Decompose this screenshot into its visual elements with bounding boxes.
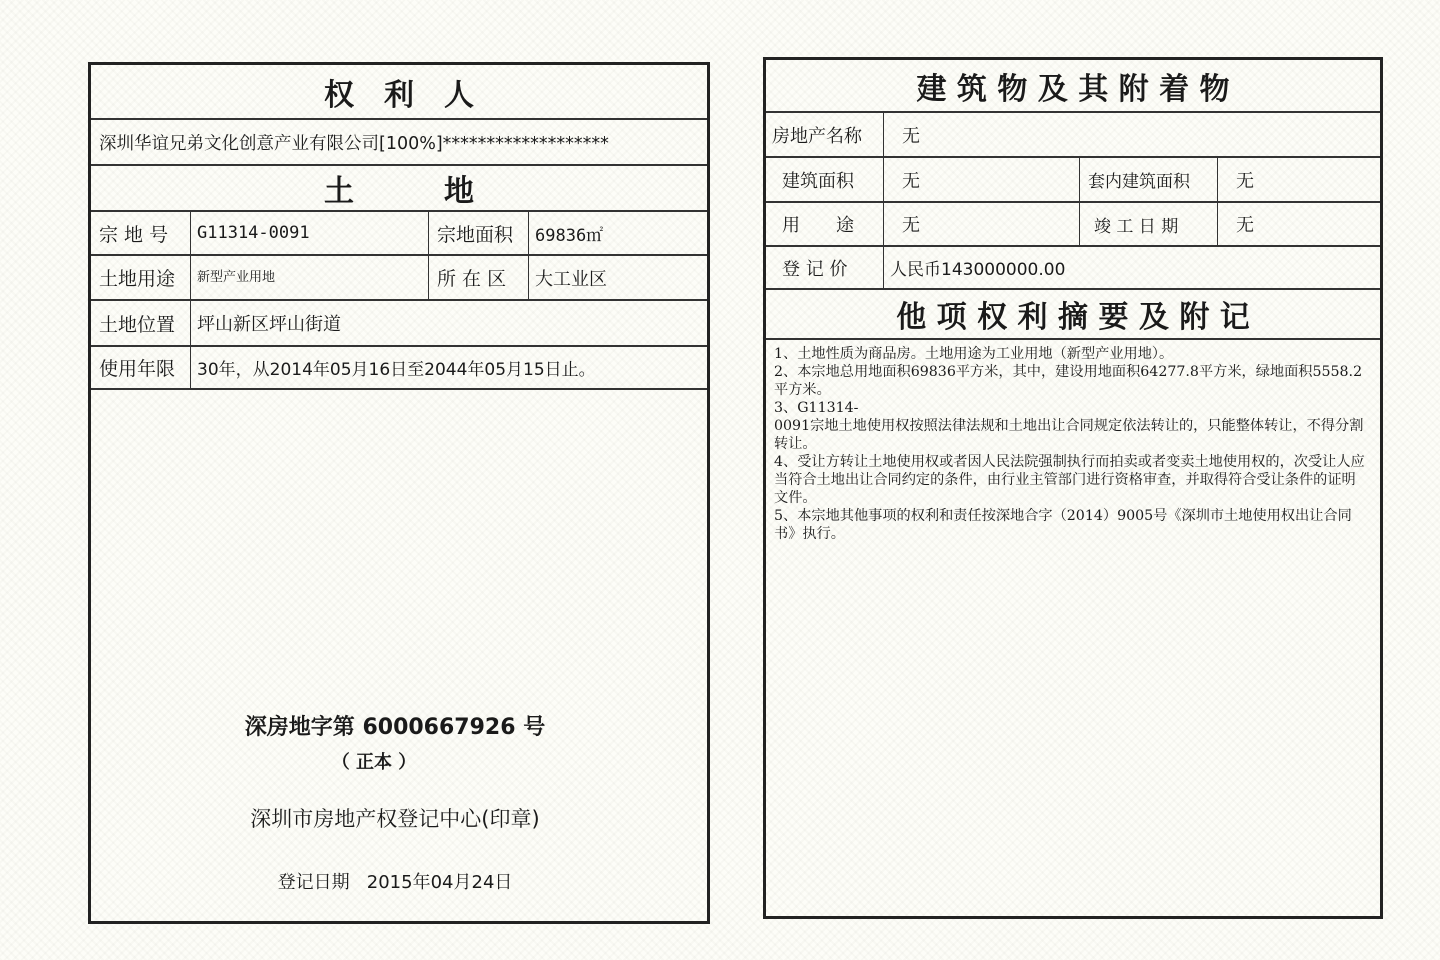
price-value: 人民币143000000.00 [890,260,1066,280]
parcel-no-label: 宗 地 号 [91,212,191,254]
usage-label: 用 途 [766,203,884,245]
inner-area-label: 套内建筑面积 [1080,158,1218,201]
property-name-row [766,113,1380,158]
notes-section-title: 他 项 权 利 摘 要 及 附 记 [766,290,1380,340]
right-certificate-page [763,57,1383,919]
note-item: 0091宗地土地使用权按照法律法规和土地出让合同规定依法转让的，只能整体转让，不得分割转让。 [774,418,1364,452]
district-label: 所 在 区 [429,256,529,299]
location-row [91,301,707,347]
registration-date [83,868,707,894]
land-section-title: 土 地 [91,166,707,212]
price-label: 登 记 价 [766,247,884,288]
floor-area-value: 无 [884,158,1080,201]
land-use-row [91,256,707,301]
issuer: 深圳市房地产权登记中心(印章) [250,807,540,831]
building-section-title: 建 筑 物 及 其 附 着 物 [766,60,1380,113]
floor-area-label: 建筑面积 [766,158,884,201]
parcel-area-label: 宗地面积 [429,212,529,254]
parcel-row [91,212,707,256]
reg-date-label: 登记日期 [277,872,350,893]
land-use-label: 土地用途 [91,256,191,299]
note-item: 2、本宗地总用地面积69836平方米，其中，建设用地面积64277.8平方米，绿地面积5558.2平方米。 [774,364,1363,398]
term-row [91,347,707,390]
owner-section-title: 权 利 人 [91,65,707,120]
completion-label: 竣 工 日 期 [1080,203,1218,245]
note-item: 4、受让方转让土地使用权或者因人民法院强制执行而拍卖或者变卖土地使用权的，次受让人应当符合土地出让合同约定的条件，由行业主管部门进行资格审查，并取得符合受让条件的证明文件。 [774,454,1365,506]
usage-row [766,203,1380,247]
notes-list [774,345,1366,543]
location-value: 坪山新区坪山街道 [197,314,341,335]
floor-area-row [766,158,1380,203]
owner-name: 深圳华谊兄弟文化创意产业有限公司[100%]******************* [99,133,609,154]
completion-value: 无 [1236,215,1254,236]
copy-type: （ 正本 ） [331,752,417,773]
property-name-value: 无 [902,125,920,147]
price-row [766,247,1380,290]
land-use-value: 新型产业用地 [191,256,429,299]
owner-row [91,120,707,166]
inner-area-value: 无 [1236,170,1254,192]
parcel-area-value: 69836㎡ [535,225,604,246]
location-label: 土地位置 [91,301,191,345]
note-item: 3、G11314- [774,400,859,416]
parcel-no-value: G11314-0091 [191,212,429,254]
term-value: 30年，从2014年05月16日至2044年05月15日止。 [197,360,596,380]
district-value: 大工业区 [535,268,607,290]
reg-date-value: 2015年04月24日 [366,872,513,893]
note-item: 1、土地性质为商品房。土地用途为工业用地（新型产业用地）。 [774,346,1174,362]
left-certificate-page [88,62,710,924]
term-label: 使用年限 [91,347,191,388]
note-item: 5、本宗地其他事项的权利和责任按深地合字（2014）9005号《深圳市土地使用权出让合同书》执行。 [774,508,1352,542]
certificate-number: 深房地字第 6000667926 号 [244,715,546,740]
property-name-label: 房地产名称 [766,113,884,156]
usage-value: 无 [884,203,1080,245]
